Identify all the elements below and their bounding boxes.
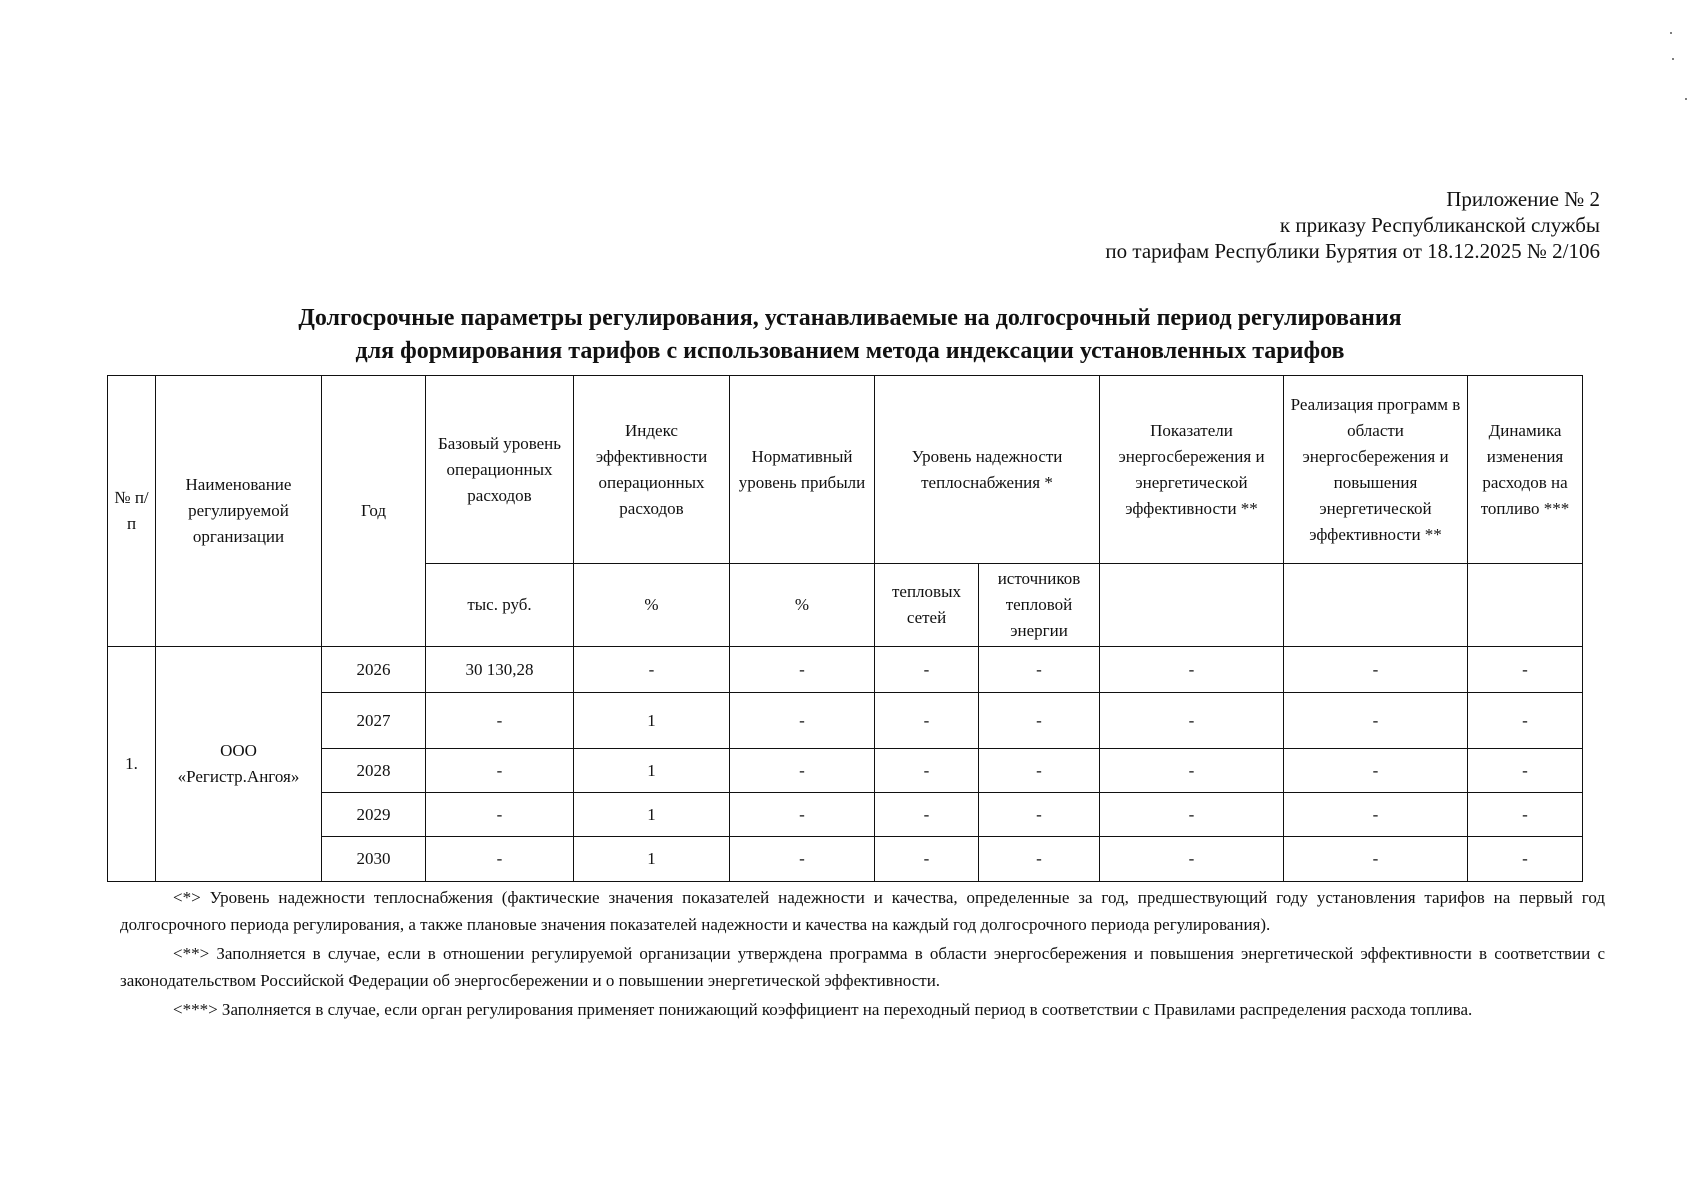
cell-fuel: - bbox=[1468, 793, 1583, 837]
document-title bbox=[108, 302, 1592, 368]
cell-heat-sources: - bbox=[979, 837, 1100, 882]
header-num: № п/п bbox=[108, 376, 156, 647]
cell-fuel: - bbox=[1468, 647, 1583, 693]
cell-programs: - bbox=[1284, 749, 1468, 793]
cell-energy-saving: - bbox=[1100, 647, 1284, 693]
unit-heat-sources: источников тепловой энергии bbox=[979, 564, 1100, 647]
header-year: Год bbox=[322, 376, 426, 647]
header-fuel: Динамика изменения расходов на топливо *** bbox=[1468, 376, 1583, 564]
cell-year: 2030 bbox=[322, 837, 426, 882]
entry-num: 1. bbox=[108, 647, 156, 882]
cell-energy-saving: - bbox=[1100, 749, 1284, 793]
table-row bbox=[108, 837, 1583, 882]
cell-profit: - bbox=[730, 749, 875, 793]
cell-efficiency: 1 bbox=[574, 837, 730, 882]
cell-base-opex: - bbox=[426, 793, 574, 837]
cell-programs: - bbox=[1284, 793, 1468, 837]
cell-base-opex: - bbox=[426, 693, 574, 749]
footnotes bbox=[120, 884, 1605, 1025]
cell-heat-sources: - bbox=[979, 793, 1100, 837]
header-org: Наименование регулируемой организации bbox=[156, 376, 322, 647]
cell-heat-sources: - bbox=[979, 749, 1100, 793]
cell-profit: - bbox=[730, 647, 875, 693]
cell-base-opex: - bbox=[426, 837, 574, 882]
cell-efficiency: 1 bbox=[574, 693, 730, 749]
cell-efficiency: 1 bbox=[574, 793, 730, 837]
table-row bbox=[108, 793, 1583, 837]
unit-fuel bbox=[1468, 564, 1583, 647]
footnote-1: <*> Уровень надежности теплоснабжения (фактические значения показателей надежности и качества, определенные за год, предшествующий году установления тарифов на первый год долгосрочного периода регулирования, а также плановые значения показателей надежности и качества на каждый год долгосрочного периода регулирования). bbox=[120, 888, 1605, 934]
cell-efficiency: 1 bbox=[574, 749, 730, 793]
annex-line-2: к приказу Республиканской службы bbox=[1279, 213, 1600, 237]
cell-year: 2028 bbox=[322, 749, 426, 793]
unit-base-opex: тыс. руб. bbox=[426, 564, 574, 647]
header-efficiency: Индекс эффективности операционных расходов bbox=[574, 376, 730, 564]
cell-programs: - bbox=[1284, 647, 1468, 693]
header-row bbox=[108, 376, 1583, 564]
cell-energy-saving: - bbox=[1100, 837, 1284, 882]
cell-fuel: - bbox=[1468, 693, 1583, 749]
cell-energy-saving: - bbox=[1100, 793, 1284, 837]
header-programs: Реализация программ в области энергосбережения и повышения энергетической эффективности ** bbox=[1284, 376, 1468, 564]
cell-energy-saving: - bbox=[1100, 693, 1284, 749]
header-profit: Нормативный уровень прибыли bbox=[730, 376, 875, 564]
annex-block bbox=[1105, 186, 1600, 264]
cell-heat-networks: - bbox=[875, 837, 979, 882]
cell-profit: - bbox=[730, 793, 875, 837]
cell-heat-networks: - bbox=[875, 749, 979, 793]
header-reliability: Уровень надежности теплоснабжения * bbox=[875, 376, 1100, 564]
cell-heat-networks: - bbox=[875, 647, 979, 693]
header-base-opex: Базовый уровень операционных расходов bbox=[426, 376, 574, 564]
table-row bbox=[108, 647, 1583, 693]
unit-profit: % bbox=[730, 564, 875, 647]
cell-fuel: - bbox=[1468, 749, 1583, 793]
header-energy-saving: Показатели энергосбережения и энергетической эффективности ** bbox=[1100, 376, 1284, 564]
table-row bbox=[108, 693, 1583, 749]
cell-efficiency: - bbox=[574, 647, 730, 693]
scan-speck bbox=[1685, 98, 1687, 100]
annex-line-1: Приложение № 2 bbox=[1446, 187, 1600, 211]
cell-heat-sources: - bbox=[979, 693, 1100, 749]
cell-profit: - bbox=[730, 837, 875, 882]
unit-efficiency: % bbox=[574, 564, 730, 647]
footnote-2: <**> Заполняется в случае, если в отношении регулируемой организации утверждена программа в области энергосбережения и повышения энергетической эффективности в соответствии с законодательством Российской Федерации об энергосбережении и о повышении энергетической эффективности. bbox=[120, 944, 1605, 990]
unit-energy-saving bbox=[1100, 564, 1284, 647]
cell-programs: - bbox=[1284, 693, 1468, 749]
cell-year: 2029 bbox=[322, 793, 426, 837]
annex-line-3: по тарифам Республики Бурятия от 18.12.2025 № 2/106 bbox=[1105, 239, 1600, 263]
cell-profit: - bbox=[730, 693, 875, 749]
cell-fuel: - bbox=[1468, 837, 1583, 882]
cell-base-opex: 30 130,28 bbox=[426, 647, 574, 693]
title-line-1: Долгосрочные параметры регулирования, устанавливаемые на долгосрочный период регулирования bbox=[298, 305, 1402, 331]
cell-year: 2027 bbox=[322, 693, 426, 749]
footnote-3: <***> Заполняется в случае, если орган регулирования применяет понижающий коэффициент на переходный период в соответствии с Правилами распределения расхода топлива. bbox=[173, 1000, 1473, 1019]
cell-heat-networks: - bbox=[875, 693, 979, 749]
cell-heat-sources: - bbox=[979, 647, 1100, 693]
entry-org: ООО «Регистр.Ангоя» bbox=[156, 647, 322, 882]
scan-speck bbox=[1672, 58, 1674, 60]
table-row bbox=[108, 749, 1583, 793]
unit-programs bbox=[1284, 564, 1468, 647]
parameters-table bbox=[107, 375, 1583, 882]
title-line-2: для формирования тарифов с использованием метода индексации установленных тарифов bbox=[355, 338, 1345, 364]
cell-base-opex: - bbox=[426, 749, 574, 793]
scan-speck bbox=[1670, 32, 1672, 34]
cell-heat-networks: - bbox=[875, 793, 979, 837]
cell-programs: - bbox=[1284, 837, 1468, 882]
cell-year: 2026 bbox=[322, 647, 426, 693]
unit-heat-networks: тепловых сетей bbox=[875, 564, 979, 647]
